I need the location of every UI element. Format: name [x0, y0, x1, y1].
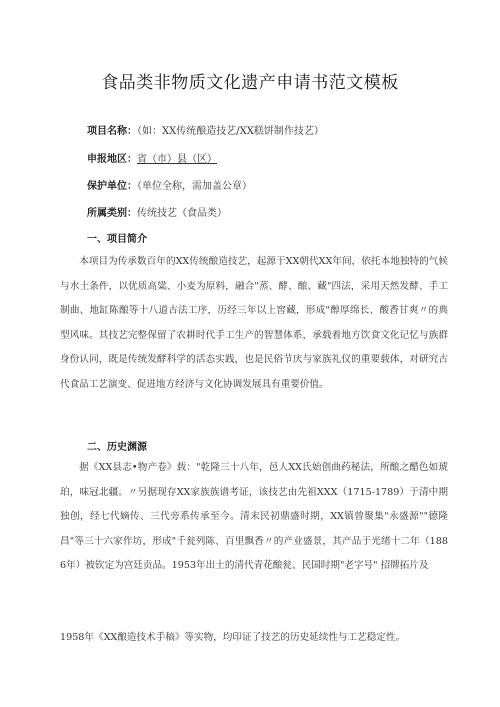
document-title: 食品类非物质文化遗产申请书范文模板 — [101, 73, 399, 93]
field-label: 保护单位： — [87, 181, 137, 192]
field-region — [87, 153, 217, 167]
field-label: 所属类别： — [87, 208, 137, 219]
section-paragraph: 据《XX县志•物产卷》载："乾隆三十八年，邑人XX氏始创曲药秘法，所酿之醋色如琥珀，味冠北疆。〃另据现存XX家族族谱考证，该技艺由先祖XXX（1715-1789）于清中期独创，经七代嫡传、三代旁系传承至今。清末民初鼎盛时期，XX镇曾聚集"永盛源""德隆昌"等三十六家作坊，形成"千瓮列陈、百里飘香〃的产业盛景，其产品于光绪十二年（1886年）被钦定为宫廷贡品。1953年出土的清代青花酿瓮、民国时期"老字号" 招牌拓片及 — [60, 462, 448, 571]
section-heading: 一、项目简介 — [87, 234, 147, 245]
field-category — [87, 207, 227, 221]
field-project-name — [87, 125, 324, 139]
section-paragraph: 本项目为传承数百年的XX传统酿造技艺，起源于XX朝代XX年间，依托本地独特的气候与水土条件，以优质高粱、小麦为原料，融合"蒸、酵、酿、藏"四法，采用天然发酵、手工制曲、地缸陈酿等十八道古法工序，历经三年以上窖藏，形成"醇厚绵长、酸香甘爽〃的典型风味。其技艺完整保留了农耕时代手工生产的智慧体系，承载着地方饮食文化记忆与族群身份认同，既是传统发酵科学的活态实践，也是民俗节庆与家族礼仪的重要载体，对研究古代食品工艺演变、促进地方经济与文化协调发展具有重要价值。 — [60, 256, 448, 390]
field-label: 项目名称： — [87, 126, 137, 137]
section-paragraph-continuation: 1958年《XX酿造技术手稿》等实物，均印证了技艺的历史延续性与工艺稳定性。 — [60, 632, 406, 643]
field-value: （单位全称，需加盖公章） — [137, 181, 252, 192]
field-label: 申报地区： — [87, 154, 137, 165]
field-value: 传统技艺（食品类） — [137, 208, 227, 219]
section-heading: 二、历史渊源 — [87, 442, 147, 453]
field-protection-unit — [87, 180, 252, 194]
field-value: 省（市）县（区） — [137, 154, 217, 165]
field-value: （如：XX传统酿造技艺/XX糕饼制作技艺） — [137, 126, 324, 137]
